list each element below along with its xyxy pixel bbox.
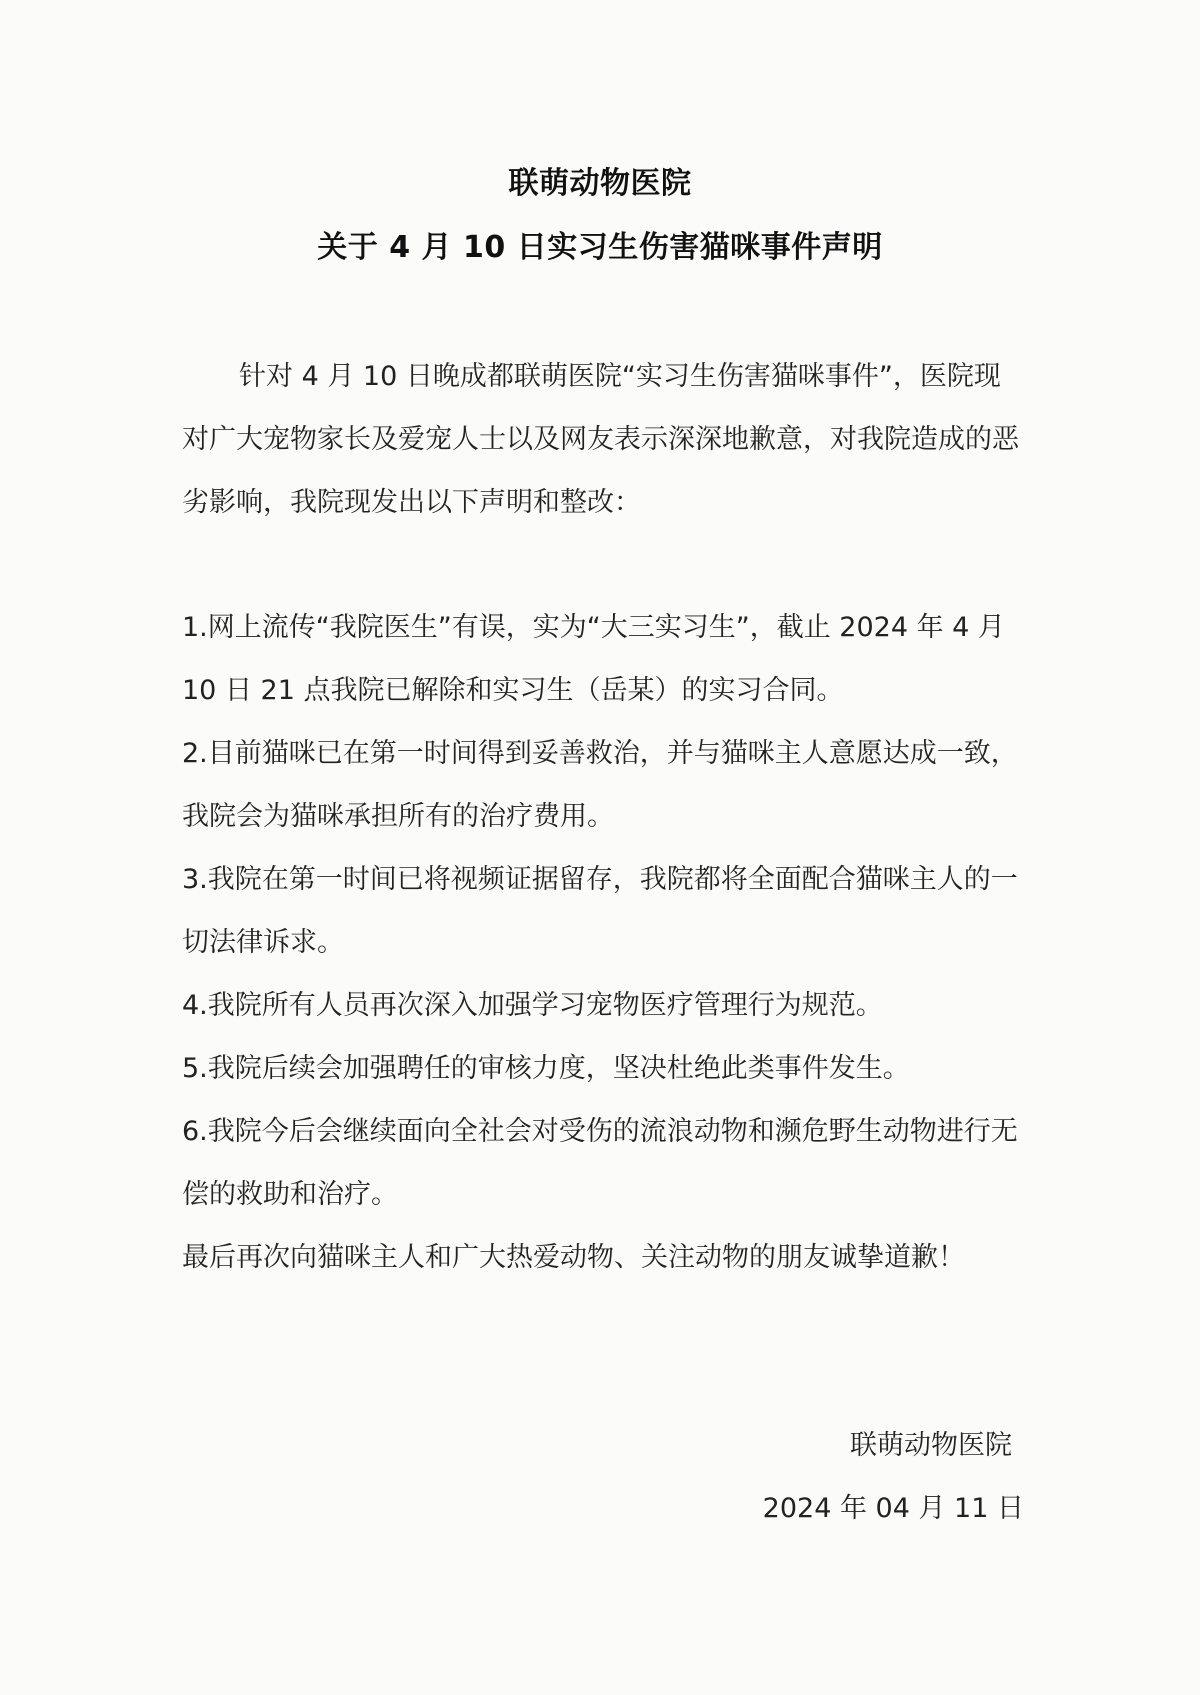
statement-item-4: 4.我院所有人员再次深入加强学习宠物医疗管理行为规范。 <box>182 990 883 1021</box>
signature-organization: 联萌动物医院 <box>850 1430 1012 1461</box>
statement-item-3: 3.我院在第一时间已将视频证据留存，我院都将全面配合猫咪主人的一切法律诉求。 <box>182 864 1018 958</box>
statement-item-5: 5.我院后续会加强聘任的审核力度，坚决杜绝此类事件发生。 <box>182 1053 910 1084</box>
signature-date: 2024 年 04 月 11 日 <box>762 1493 1024 1524</box>
statement-items <box>182 596 1024 1289</box>
document-title-organization: 联萌动物医院 <box>508 166 692 201</box>
statement-item-6: 6.我院今后会继续面向全社会对受伤的流浪动物和濒危野生动物进行无偿的救助和治疗。 <box>182 1116 1018 1210</box>
intro-paragraph: 针对 4 月 10 日晚成都联萌医院“实习生伤害猫咪事件”，医院现对广大宠物家长及爱宠人士以及网友表示深深地歉意，对我院造成的恶劣影响，我院现发出以下声明和整改： <box>182 361 1019 518</box>
statement-item-2: 2.目前猫咪已在第一时间得到妥善救治，并与猫咪主人意愿达成一致，我院会为猫咪承担所有的治疗费用。 <box>182 738 1018 832</box>
document-title-statement: 关于 4 月 10 日实习生伤害猫咪事件声明 <box>317 230 883 265</box>
closing-apology: 最后再次向猫咪主人和广大热爱动物、关注动物的朋友诚挚道歉！ <box>182 1242 965 1273</box>
statement-item-1: 1.网上流传“我院医生”有误，实为“大三实习生”，截止 2024 年 4 月 10 日 21 点我院已解除和实习生（岳某）的实习合同。 <box>182 612 1005 706</box>
